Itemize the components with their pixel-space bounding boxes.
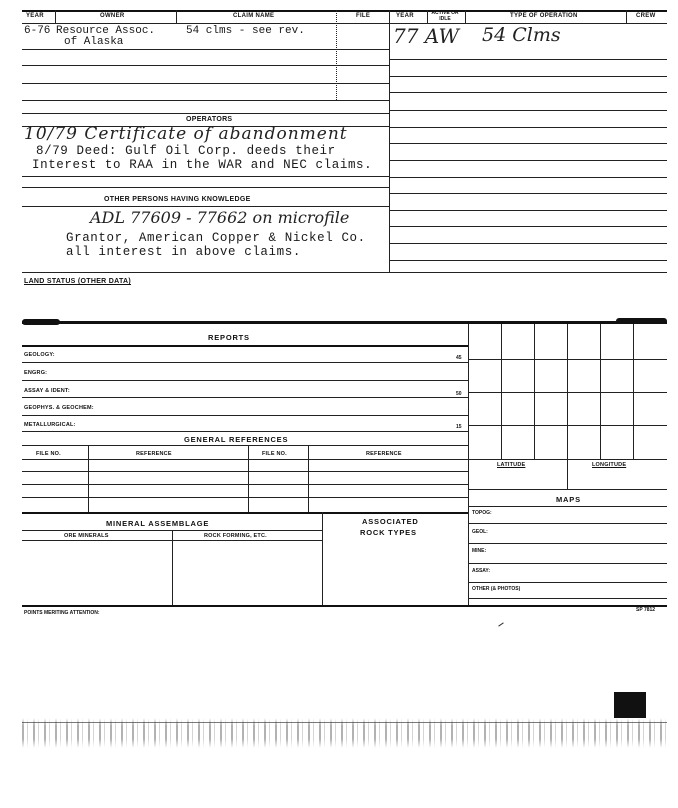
maps-row-label: TOPOG: [472,510,492,516]
mineral-assemblage-title: MINERAL ASSEMBLAGE [106,519,210,528]
operators-title: OPERATORS [186,116,233,123]
maps-row-label: ASSAY: [472,568,491,574]
header-file: FILE [356,13,371,19]
col-file-no-2: FILE NO. [262,451,287,457]
handwritten-year-status: 77 AW [393,24,459,48]
owner-year: 6-76 [24,25,51,37]
col-file-no: FILE NO. [36,451,61,457]
report-label: ASSAY & IDENT: [24,388,70,394]
report-label: GEOLOGY: [24,352,55,358]
maps-row-label: MINE: [472,548,487,554]
header-year: YEAR [26,13,44,19]
header-year-2: YEAR [396,13,414,19]
report-number: 50 [456,391,462,397]
other-persons-handwritten-note: ADL 77609 - 77662 on microfile [90,208,350,227]
col-rock-forming: ROCK FORMING, ETC. [204,533,267,539]
maps-title: MAPS [556,495,581,504]
owner-name-line2: of Alaska [64,36,124,48]
longitude-label: LONGITUDE [592,462,627,468]
report-label: GEOPHYS. & GEOCHEM: [24,405,94,411]
other-persons-line1: Grantor, American Copper & Nickel Co. [66,231,366,245]
claim-name-value: 54 clms - see rev. [186,25,305,37]
reports-title: REPORTS [208,333,250,342]
header-claim-name: CLAIM NAME [233,13,275,19]
form-number: SP 7812 [636,607,656,613]
report-number: 15 [456,424,462,430]
general-references-title: GENERAL REFERENCES [184,435,289,444]
operators-line2: Interest to RAA in the WAR and NEC claims. [32,158,373,172]
col-reference: REFERENCE [136,451,172,457]
points-meriting-attention: POINTS MERITING ATTENTION: [24,610,100,616]
header-active-or-idle: ACTIVE OR IDLE [431,10,459,22]
maps-row-label: OTHER (& PHOTOS) [472,586,521,592]
operators-handwritten-note: 10/79 Certificate of abandonment [24,124,348,144]
header-owner: OWNER [100,13,125,19]
header-crew: CREW [636,13,656,19]
col-ore-minerals: ORE MINERALS [64,533,109,539]
col-reference-2: REFERENCE [366,451,402,457]
latitude-label: LATITUDE [497,462,526,468]
operators-line1: 8/79 Deed: Gulf Oil Corp. deeds their [36,144,336,158]
other-persons-title: OTHER PERSONS HAVING KNOWLEDGE [104,196,251,203]
owner-name-line1: Resource Assoc. [56,25,156,37]
header-type-of-operation: TYPE OF OPERATION [510,13,578,19]
report-label: ENGRG: [24,370,48,376]
land-status-title: LAND STATUS (OTHER DATA) [24,278,132,285]
other-persons-line2: all interest in above claims. [66,245,301,259]
stray-mark [498,622,503,626]
associated-line2: ROCK TYPES [360,528,417,537]
report-number: 45 [456,355,462,361]
associated-line1: ASSOCIATED [362,517,419,526]
maps-row-label: GEOL: [472,529,488,535]
scan-artifact-block [614,692,646,718]
report-label: METALLURGICAL: [24,422,76,428]
handwritten-operation: 54 Clms [482,24,561,46]
